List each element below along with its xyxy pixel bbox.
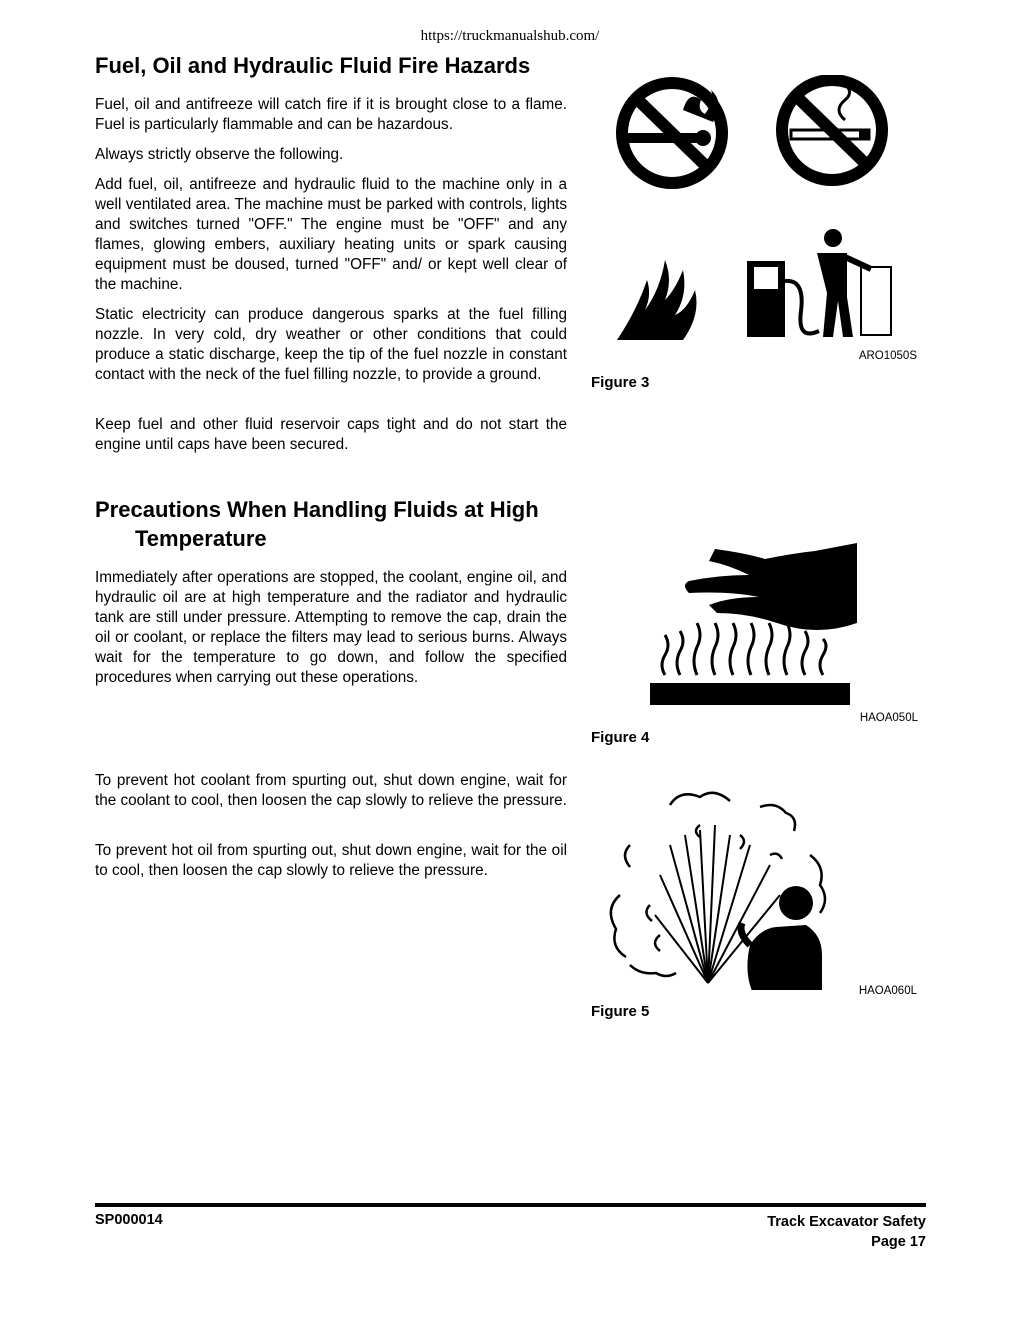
fuel-pump-icon <box>747 261 819 337</box>
person-refueling-icon <box>817 229 891 337</box>
source-url[interactable]: https://truckmanualshub.com/ <box>420 28 600 44</box>
section-title-fire-hazards: Fuel, Oil and Hydraulic Fluid Fire Hazards <box>95 53 531 78</box>
footer-divider <box>95 1203 926 1207</box>
hand-icon <box>685 543 857 630</box>
person-icon <box>741 886 822 990</box>
heat-waves-icon <box>662 623 826 675</box>
figure-5-spurting-fluid-illustration <box>600 785 840 990</box>
figure-code: HAOA060L <box>858 985 917 997</box>
hot-plate-icon <box>650 683 850 705</box>
title-line-2: Temperature <box>135 526 267 551</box>
footer-info <box>767 1212 926 1252</box>
figure-label: Figure 4 <box>591 729 650 746</box>
no-open-flame-icon <box>622 83 722 183</box>
document-title: Track Excavator Safety <box>767 1214 926 1230</box>
document-id: SP000014 <box>95 1212 163 1228</box>
figure-code: ARO1050S <box>858 350 917 362</box>
figure-label: Figure 3 <box>591 374 650 391</box>
paragraph: Static electricity can produce dangerous sparks at the fuel filling nozzle. In very cold, dry weather or other conditions that could produce a static discharge, keep the tip of the fuel nozzle in constant contact with the neck of the fuel filling nozzle, to provide a ground. <box>95 306 567 383</box>
paragraph: Always strictly observe the following. <box>95 146 344 163</box>
paragraph: Fuel, oil and antifreeze will catch fire if it is brought close to a flame. Fuel is particularly flammable and can be hazardous. <box>95 96 567 133</box>
section-title-high-temperature <box>95 495 539 553</box>
paragraph: Immediately after operations are stopped, the coolant, engine oil, and hydraulic oil are at high temperature and the radiator and hydraulic tank are still under pressure. Attempting to remove the cap, drain the oil or coolant, or replace the filters may lead to serious burns. Always wait for the temperature to go down, and follow the specified procedures when carrying out these operations. <box>95 569 567 686</box>
flames-icon <box>617 260 697 340</box>
figure-4-hot-surface-illustration <box>645 515 860 710</box>
figure-label: Figure 5 <box>591 1003 650 1020</box>
figure-3-fire-hazard-illustration <box>605 75 925 350</box>
page-number: Page 17 <box>871 1234 926 1250</box>
paragraph: Add fuel, oil, antifreeze and hydraulic fluid to the machine only in a well ventilated area. The machine must be parked with controls, lights and switches turned "OFF." The engine must be "OFF" and any flames, glowing embers, auxiliary heating units or spark causing equipment must be doused, turned "OFF" and/ or kept well clear of the machine. <box>95 176 567 293</box>
paragraph: To prevent hot oil from spurting out, shut down engine, wait for the oil to cool, then loosen the cap slowly to relieve the pressure. <box>95 842 567 879</box>
figure-code: HAOA050L <box>859 712 918 724</box>
no-smoking-icon <box>782 80 882 180</box>
paragraph: To prevent hot coolant from spurting out, shut down engine, wait for the coolant to cool, then loosen the cap slowly to relieve the pressure. <box>95 772 567 809</box>
paragraph: Keep fuel and other fluid reservoir caps tight and do not start the engine until caps have been secured. <box>95 416 567 453</box>
title-line-1: Precautions When Handling Fluids at High <box>95 497 539 522</box>
